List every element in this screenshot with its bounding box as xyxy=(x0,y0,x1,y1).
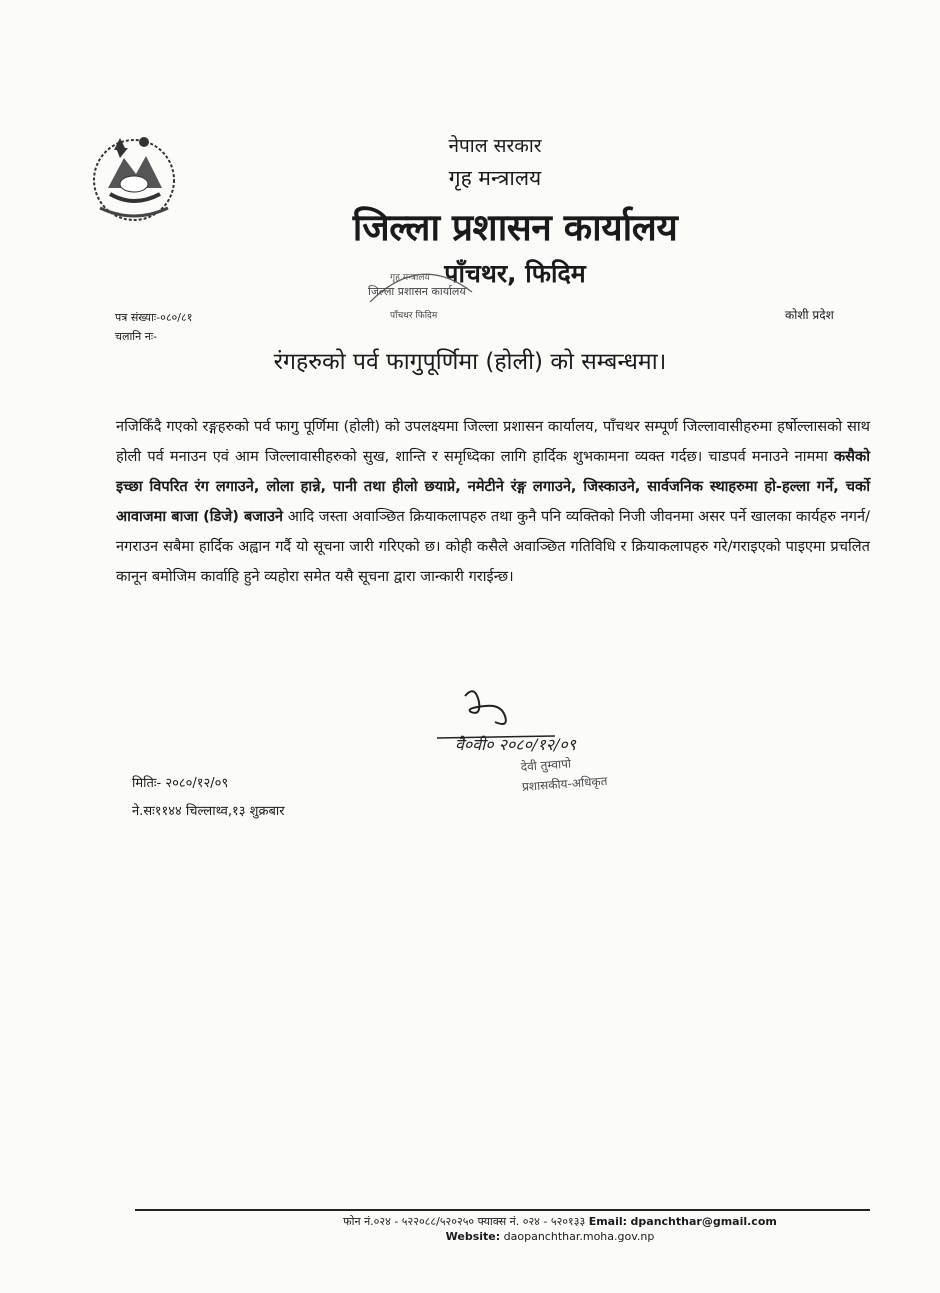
notice-body xyxy=(116,412,870,592)
body-bold-prohibitions: कसैको इच्छा विपरित रंग लगाउने, लोला हान्ने, पानी तथा हीलो छयाप्ने, नमेटीने रंङ्ग लगाउने, जिस्काउने, सार्वजनिक स्थाहरुमा हो-हल्ला गर्ने, चर्को आवाजमा बाजा (डिजे) बजाउने xyxy=(116,448,870,525)
dispatch-number: चलानि नः- xyxy=(115,330,158,343)
handwritten-signature xyxy=(435,682,585,762)
date-block xyxy=(132,770,285,826)
province-label: कोशी प्रदेश xyxy=(785,308,834,322)
signatory-title: प्रशासकीय-अधिकृत xyxy=(521,773,608,794)
body-part1: नजिकिँदै गएको रङ्गहरुको पर्व फागु पूर्णिमा (होली) को उपलक्ष्यमा जिल्ला प्रशासन कार्यालय, पाँचथर सम्पूर्ण जिल्लावासीहरुमा हर्षोल्लासको साथ होली पर्व मनाउन एवं आम जिल्लावासीहरुको सुख, शान्ति र समृध्दिका लागि हार्दिक शुभकामना व्यक्त गर्दछ। चाडपर्व मनाउने नाममा xyxy=(116,418,870,465)
reference-block xyxy=(115,308,192,346)
date-nepal-sambat: ने.सः११४४ चिल्लाथ्व,१३ शुक्रबार xyxy=(132,804,285,819)
signatory-block xyxy=(520,751,608,797)
footer-divider xyxy=(135,1209,870,1211)
footer-contact xyxy=(90,1214,940,1229)
signature-handwritten-text: वै०वी० २०८०/१२/०९ xyxy=(455,735,577,754)
footer-website-label: Website: xyxy=(445,1230,501,1243)
office-stamp xyxy=(360,262,480,324)
footer-email-label: Email: xyxy=(588,1215,628,1228)
signatory-name: देवी तुम्वापो xyxy=(520,756,572,774)
footer-website: daopanchthar.moha.gov.np xyxy=(503,1230,655,1243)
subject-heading: रंगहरुको पर्व फागुपूर्णिमा (होली) को सम्बन्धमा। xyxy=(273,349,667,375)
date-miti: मितिः- २०८०/१२/०९ xyxy=(132,776,229,791)
body-part2: आदि जस्ता अवाञ्छित क्रियाकलापहरु तथा कुनै पनि व्यक्तिको निजी जीवनमा असर पर्ने खालका कार्यहरु नगर्न/नगराउन सबैमा हार्दिक अह्वान गर्दै यो सूचना जारी गरिएको छ। कोही कसैले अवाञ्छित गतिविधि र क्रियाकलापहरु गरे/गराइएको पाइएमा प्रचलित कानून बमोजिम कार्वाहि हुने व्यहोरा समेत यसै सूचना द्वारा जान्कारी गराईन्छ। xyxy=(116,508,870,585)
stamp-line1: गृह मन्त्रालय xyxy=(390,273,430,283)
stamp-line3: पाँचथर फिदिम xyxy=(390,311,438,321)
header-office: जिल्ला प्रशासन कार्यालय xyxy=(352,206,678,249)
header-ministry: गृह मन्त्रालय xyxy=(448,166,542,190)
stamp-line2: जिल्ला प्रशासन कार्यालय xyxy=(368,285,466,298)
footer-email: dpanchthar@gmail.com xyxy=(630,1215,777,1228)
footer-phone: फोन नं.०२४ - ५२२०८८/५२०२५० फ्याक्स नं. ०२४ - ५२०१३३ xyxy=(343,1215,586,1228)
header-government: नेपाल सरकार xyxy=(448,135,542,157)
header-location: पाँचथर, फिदिम xyxy=(444,259,586,288)
footer-web xyxy=(80,1230,940,1243)
letter-number: पत्र संख्याः-०८०/८१ xyxy=(115,311,193,324)
